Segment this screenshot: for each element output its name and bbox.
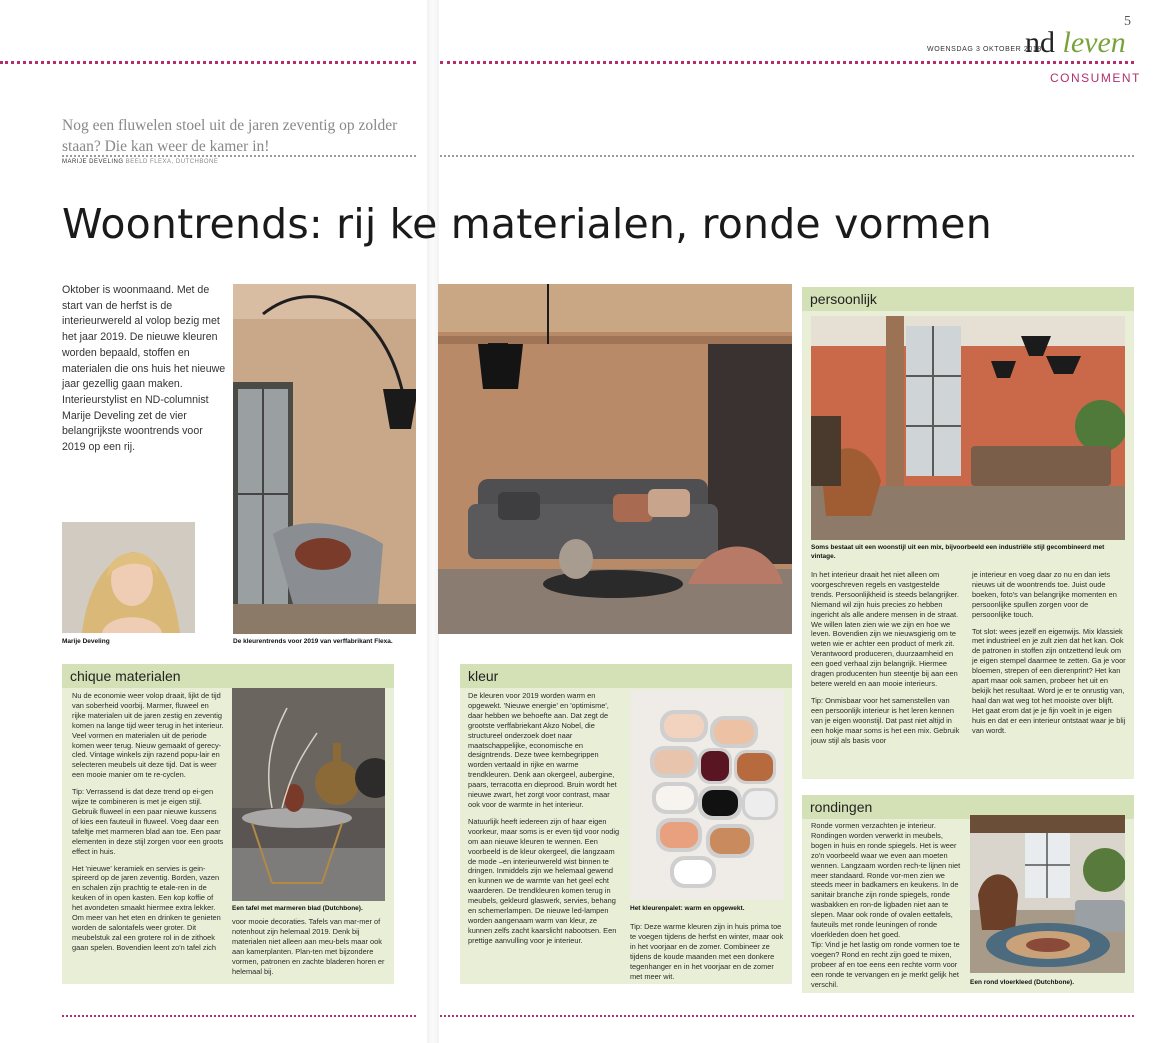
color-palette-photo	[630, 690, 784, 900]
persoonlijk-column-2	[972, 570, 1126, 743]
chique-column-1	[72, 691, 224, 960]
chique-paragraph: Het 'nieuwe' keramiek en servies is gein-spireerd op de jaren zeventig. Borden, vazen en schalen zijn prachtig te etale-ren in de keuken of in open kasten. Een kop koffie of het avondeten smaakt hiermee extra lekker. Om meer van het eten en drinken te genieten worden de salontafels weer groter. Dit meubelstuk zal een grotere rol in de zithoek gaan spelen. Bovendien leent zo'n tafel zich	[72, 863, 221, 952]
flexa-caption: De kleurentrends voor 2019 van verffabrikant Flexa.	[233, 638, 393, 645]
interior-photo-rug	[970, 815, 1125, 973]
intro-rule-left	[62, 155, 416, 157]
page-number: 5	[1124, 14, 1131, 29]
rondingen-tip: Tip: Vind je het lastig om ronde vormen toe te voegen? Rond en recht zijn goed te mixen, probeer af en toe eens een rechte vorm voor een ronde te vervangen en je merkt gelijk het verschil.	[811, 939, 960, 989]
chique-tip: Tip: Verrassend is dat deze trend op ei-gen wijze te combineren is met je eigen stijl. Gebruik fluweel in een paar nieuwe kussens of kies een fauteuil in fluweel. Voeg daar een tafeltje met marmeren blad aan toe. Een paar elementen in deze stijl zorgen voor een groots effect in huis.	[72, 787, 224, 856]
intro-rule-right	[440, 155, 1134, 157]
byline-author: MARIJE DEVELING	[62, 159, 124, 165]
bottom-rule-left	[62, 1015, 416, 1017]
brand-leven: leven	[1062, 26, 1126, 59]
kleur-column-2	[630, 922, 786, 988]
headline: Woontrends: rij ke materialen, ronde vormen	[62, 200, 992, 248]
heading-chique-materialen: chique materialen	[62, 664, 394, 688]
interior-photo-sofa	[438, 284, 792, 634]
chique-paragraph: Nu de economie weer volop draait, lijkt de tijd van soberheid voorbij. Marmer, fluweel en rijke materialen uit de jaren zestig en zeventig komen na lange tijd weer terug in het interieur. Veel vormen en materialen uit de periode komen weer terug. Nieuw gemaakt of gerecy-cled. Vintage winkels zijn razend popu-lair en selecteren meubels uit deze tijd. Dat is weer een mooie manier om te re-cyclen.	[72, 691, 224, 780]
chique-column-2	[232, 917, 387, 983]
heading-rondingen: rondingen	[802, 795, 1134, 819]
issue-date: WOENSDAG 3 OKTOBER 2018	[927, 46, 1042, 53]
portrait-photo	[62, 522, 195, 633]
persoonlijk-paragraph: je interieur en voeg daar zo nu en dan iets nieuws uit de woontrends toe. Juist oude boeken, foto's van belangrijke momenten en persoonlijke spullen zorgen voor de persoonlijke touch.	[972, 570, 1117, 619]
chique-paragraph: voor mooie decoraties. Tafels van mar-mer of notenhout zijn helemaal 2019. Denk bij materialen niet alleen aan meu-bels maar ook aan kamerplanten. Plan-ten met bijzondere vormen, patronen en zachte bladeren horen er helemaal bij.	[232, 917, 385, 976]
intro-text: Nog een fluwelen stoel uit de jaren zeventig op zolder staan? Die kan weer de kamer in!	[62, 117, 398, 155]
byline-credit: BEELD FLEXA, DUTCHBONE	[125, 159, 219, 165]
heading-persoonlijk: persoonlijk	[802, 287, 1134, 311]
marble-caption: Een tafel met marmeren blad (Dutchbone).	[232, 905, 363, 912]
kleur-tip: Tip: Deze warme kleuren zijn in huis prima toe te voegen tijdens de herfst en winter, maar ook in het voorjaar en de zomer. Combineer ze tijdens de koude maanden met een donkere tegenhanger en in het voorjaar en de zomer met meer wit.	[630, 922, 784, 981]
top-rule-right	[440, 61, 1134, 64]
heading-kleur: kleur	[460, 664, 792, 688]
top-rule-left	[0, 61, 416, 64]
mix-caption: Soms bestaat uit een woonstijl uit een mix, bijvoorbeeld een industriële stijl gecombineerd met vintage.	[811, 544, 1105, 560]
interior-photo-mix	[811, 316, 1125, 540]
kleur-column-1	[468, 691, 622, 953]
rondingen-paragraph: Ronde vormen verzachten je interieur. Rondingen worden verwerkt in meubels, bogen in huis en ronde spiegels. Het is weer zo'n voorbeeld waar we even aan moeten wennen. Langzaam worden rech-te lijnen niet meer standaard. Ronde vor-men zien we steeds meer in badkamers en keukens. In de sanitair branche zijn ronde spiegels, ronde wasbakken en ron-de ligbaden niet aan te slepen. Maar ook ronde of ovalen eettafels, fauteuils met ronde leuningen of ronde vloerkleden doen het goed.	[811, 821, 961, 939]
rug-caption: Een rond vloerkleed (Dutchbone).	[970, 979, 1075, 986]
kleur-paragraph: Natuurlijk heeft iedereen zijn of haar eigen voorkeur, maar soms is er even tijd voor nodig om aan nieuwe kleuren te wennen. Een voorbeeld is de kleur okergeel, die langzaam de mode –en interieurwereld wist binnen te dringen. Inmiddels zijn we helemaal gewend en kunnen we de warmte van het geel echt waarderen. De trendkleuren komen terug in meubels, gekleurd glaswerk, servies, behang en schemerlampen. De nieuwe led-lampen worden aangenaam warm van kleur, ze kunnen zelfs zacht kaarslicht nabootsen. Een prettige aanvulling voor je interieur.	[468, 816, 620, 945]
lead-text: Oktober is woonmaand. Met de start van de herfst is de interieurwereld al volop bezig met het jaar 2019. De nieuwe kleuren worden bepaald, stoffen en materialen die ons huis het nieuwe jaar gezellig gaan maken. Interieurstylist en ND-columnist Marije Develing zet de vier belangrijkste woontrends voor 2019 op een rij.	[62, 284, 226, 454]
rondingen-column	[811, 821, 963, 996]
brand-nd: nd	[1025, 26, 1055, 59]
persoonlijk-column-1	[811, 570, 963, 752]
portrait-caption: Marije Develing	[62, 638, 110, 645]
interior-photo-marble	[232, 688, 385, 901]
section-label: CONSUMENT	[1050, 71, 1141, 85]
brand-logo	[1025, 26, 1126, 60]
byline	[62, 159, 218, 165]
persoonlijk-paragraph: In het interieur draait het niet alleen om voorgeschreven regels en vastgestelde trends. Persoonlijkheid is steeds belangrijker. Niemand wil zijn huis precies zo hebben ingericht als alle andere mensen in de straat. We willen laten zien wie we zijn en hoe we leven. Bovendien zijn we nieuwsgierig om te weten wie er achter een product of merk zit. Verantwoord produceren, duurzaamheid en een goed verhaal zijn belangrijk. Hiermee dragen producenten hun steentje bij aan een betere wereld en aan mooie interieurs.	[811, 570, 959, 688]
bottom-rule-right	[440, 1015, 1134, 1017]
kleur-paragraph: De kleuren voor 2019 worden warm en opgewekt. 'Nieuwe energie' en 'optimisme', daar hebben we behoefte aan. Dat zegt de grootste verffabriekant Akzo Nobel, die structureel onderzoek doet naar maatschappelijke, economische en designtrends. Deze twee kernbegrippen worden vertaald in rijke en warme trendkleuren. Denk aan okergeel, aubergine, paars, terracotta en dieprood. Bruin wordt het nieuwe zwart, het zorgt voor contrast, maar ook voor de warmte in het interieur.	[468, 691, 617, 809]
persoonlijk-conclusion: Tot slot: wees jezelf en eigenwijs. Mix klassiek met industrieel en je zult zien dat het kan. Ook de patronen in stoffen zijn ontzettend leuk om je eigen stempel daarmee te zetten. Ga je voor bloemen, strepen of een dierenprint? Het kan apart maar ook samen, probeer het uit en bekijk het resultaat. Word je er te onrustig van, haal dan wat weg tot het mooiste over blijft. Het gaat erom dat je je fijn voelt in je eigen huis en dat er een interieur ontstaat waar je blij van wordt.	[972, 626, 1126, 735]
interior-photo-lamp	[233, 284, 416, 634]
palette-caption: Het kleurenpalet: warm en opgewekt.	[630, 905, 745, 912]
persoonlijk-tip: Tip: Onmisbaar voor het samenstellen van een persoonlijk interieur is het leren kennen van je eigen woonstijl. Dat past niet altijd in een hokje maar soms is het een mix. Gebruik jouw stijl als basis voor	[811, 695, 960, 745]
